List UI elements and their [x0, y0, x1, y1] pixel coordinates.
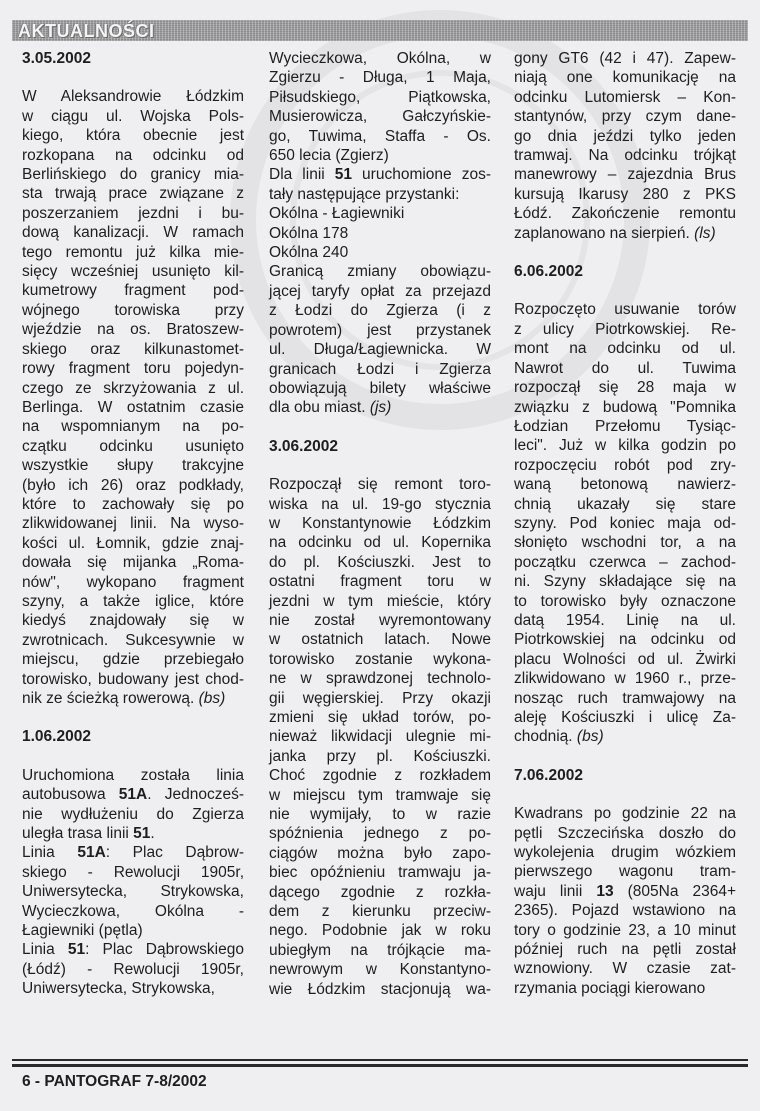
text-line: waną betonową nawierz-	[514, 476, 736, 494]
text-line: Łodzian Przełomu Tysiąc-	[514, 417, 736, 435]
text-line: wie Łódzkim stacjonują wa-	[269, 980, 491, 998]
text-line: wznowiony. W czasie zat-	[514, 960, 736, 978]
text-line: Dla linii 51 uruchomione zos-	[269, 166, 491, 184]
text-line: chnią ukazały się stare	[514, 495, 736, 513]
text-line: w ostatnich latach. Nowe	[269, 631, 491, 649]
article-paragraph	[514, 49, 736, 243]
text-line: zmieni się układ torów, po-	[269, 709, 491, 726]
text-line: czego ze skrzyżowania z ul.	[22, 379, 244, 397]
text-line: związku z budową "Pomnika	[514, 398, 736, 416]
text-line: kursują Ikarusy 280 z PKS	[514, 185, 736, 203]
text-line: gony GT6 (42 i 47). Zapew-	[514, 50, 736, 67]
text-line: rowy fragment toru pojedyn-	[22, 360, 244, 378]
text-line: Berlinga. W ostatnim czasie	[22, 398, 244, 416]
text-line: Musierowicza, Gałczyńskie-	[269, 108, 491, 126]
article-date: 3.06.2002	[269, 437, 338, 455]
text-line: Berlińskiego do granicy mia-	[22, 166, 244, 184]
article-date: 3.05.2002	[22, 50, 91, 67]
line-number-bold: 51A	[77, 844, 106, 862]
text-line: czątku odcinku usunięto	[22, 437, 244, 455]
text-line: Uniwersytecka, Strykowska,	[22, 883, 244, 901]
text-line: zaplanowano na sierpień. (ls)	[514, 224, 716, 242]
text-line: wójnego torowiska przy	[22, 301, 244, 319]
text-line: Nawrot do ul. Tuwima	[514, 359, 736, 377]
text-line: Rozpoczęto usuwanie torów	[514, 301, 736, 319]
article-paragraph	[269, 475, 491, 999]
text-line: Uruchomiona została linia	[22, 766, 244, 784]
text-line: dącego zgodnie z rozkła-	[269, 883, 491, 901]
text-line: Wycieczkowa, Okólna, w	[269, 50, 491, 67]
article-paragraph	[269, 49, 491, 418]
text-line: Uniwersytecka, Strykowska,	[22, 980, 215, 998]
article-paragraph	[514, 300, 736, 746]
text-line: nie wydłużeniu do Zgierza	[22, 805, 244, 823]
text-line: nego. Podobnie jak w roku	[269, 922, 491, 940]
text-line: w ciągu ul. Wojska Pols-	[22, 107, 244, 125]
text-line: placu Wolności od ul. Żwirki	[514, 650, 736, 668]
text-line: Okólna 178	[269, 224, 349, 242]
text-line: dowała się mijanka „Roma-	[22, 554, 244, 572]
author-initials: (ls)	[694, 224, 716, 242]
line-number-bold: 51	[334, 166, 352, 184]
text-line: gii węgierskiej. Przy okazji	[269, 689, 491, 707]
section-header-bar	[12, 20, 748, 41]
text-line: miejscu, gdzie przebiegało	[22, 651, 244, 669]
text-line: datą 1954. Linię na ul.	[514, 611, 736, 629]
article-date: 7.06.2002	[514, 766, 583, 784]
text-line: go, Tuwima, Staffa - Os.	[269, 127, 491, 145]
text-line: rozkopana na odcinku od	[22, 146, 244, 164]
text-line: wiska na ul. 19-go stycznia	[269, 495, 491, 513]
text-line: Piotrkowskiej na odcinku od	[514, 631, 736, 649]
text-line: dową kanalizacji. W ramach	[22, 224, 244, 242]
article-paragraph	[514, 804, 736, 998]
text-line: manewrowy – zajezdnia Brus	[514, 166, 736, 184]
text-line: Okólna - Łagiewniki	[269, 205, 405, 223]
text-line: do pl. Kościuszki. Jest to	[269, 553, 491, 571]
article-column-2	[269, 49, 491, 999]
footer-rule-thin	[12, 1059, 748, 1061]
text-line: ul. Długa/Łagiewnicka. W	[269, 341, 491, 359]
text-line: szyny. Pod koniec maja od-	[514, 514, 736, 532]
text-line: z ulicy Piotrkowskiej. Re-	[514, 320, 736, 338]
text-line: odcinku Lutomiersk – Kon-	[514, 88, 736, 106]
text-line: torowisko zostanie wykona-	[269, 650, 491, 668]
text-line: leci". Już w kilka godzin po	[514, 437, 736, 455]
text-line: aleję Kościuszki i ulicę Za-	[514, 709, 736, 726]
text-line: janka przy pl. Kościuszki.	[269, 747, 491, 765]
text-line: wykolejenia drugim wózkiem	[514, 844, 736, 862]
text-line: autobusowa 51A. Jednocześ-	[22, 786, 244, 804]
text-line: tramwaj. Na odcinku trójkąt	[514, 147, 736, 165]
text-line: ciągów można było zapo-	[269, 844, 491, 862]
line-number-bold: 51	[67, 941, 86, 959]
text-line: granicach Łodzi i Zgierza	[269, 360, 491, 378]
text-line: uległa trasa linii 51.	[22, 825, 155, 843]
text-line: obowiązują bilety właściwe	[269, 379, 491, 397]
text-line: skiego - Rewolucji 1905r,	[22, 863, 244, 881]
text-line: to torowisko były oznaczone	[514, 592, 736, 610]
text-line: w Konstantynowie Łódzkim	[269, 514, 491, 532]
text-line: kumetrowy fragment pod-	[22, 282, 244, 300]
text-line: później ruch na pętli został	[514, 941, 736, 959]
article-column-3	[514, 49, 736, 998]
text-line: powrotem) jest przystanek	[269, 321, 491, 339]
line-number-bold: 13	[596, 882, 614, 900]
text-line: wjeździe na os. Bratoszew-	[22, 321, 244, 339]
text-line: kiego, która obecnie jest	[22, 127, 244, 145]
text-line: kości ul. Łomnik, gdzie znaj-	[22, 534, 244, 552]
text-line: wszystkie słupy trakcyjne	[22, 457, 244, 475]
text-line: Granicą zmiany obowiązu-	[269, 263, 491, 281]
text-line: waju linii 13 (805Na 2364+	[514, 882, 736, 900]
author-initials: (bs)	[198, 690, 226, 707]
text-line: nów", wykopano fragment	[22, 573, 244, 591]
text-line: biec opóźnieniu tramwaju ja-	[269, 864, 491, 882]
line-number-bold: 51	[133, 825, 151, 843]
text-line: na wspomnianym na po-	[22, 418, 244, 436]
text-line: jezdni w tym mieście, który	[269, 592, 491, 610]
author-initials: (js)	[369, 399, 392, 417]
text-line: Linia 51: Plac Dąbrowskiego	[22, 941, 244, 959]
text-line: (było ich 26) oraz podkłady,	[22, 476, 244, 494]
text-line: rzymania pociągi kierowano	[514, 979, 706, 997]
text-line: ne w sprawdzonej technolo-	[269, 670, 491, 688]
footer-rule-thick	[12, 1064, 748, 1067]
text-line: które to zachowały się po	[22, 495, 244, 513]
text-line: Rozpoczął się remont toro-	[269, 476, 491, 494]
text-line: tały następujące przystanki:	[269, 185, 460, 203]
text-line: Łagiewniki (pętla)	[22, 922, 143, 940]
text-line: Kwadrans po godzinie 22 na	[514, 805, 736, 823]
text-line: z Łodzi do Zgierza (i z	[269, 302, 491, 320]
text-line: rozpoczęciu robót pod zry-	[514, 456, 736, 474]
text-line: Zgierzu - Długa, 1 Maja,	[269, 69, 491, 87]
text-line: pierwszego wagonu tram-	[514, 863, 736, 881]
text-line: Okólna 240	[269, 244, 349, 262]
text-line: nie został wyremontowany	[269, 611, 491, 629]
text-line: nie wymijały, to w razie	[269, 806, 491, 824]
text-line: mont na odcinku od ul.	[514, 340, 736, 358]
text-line: tego remontu już kilka mie-	[22, 243, 244, 261]
text-line: Piłsudskiego, Piątkowska,	[269, 88, 491, 106]
text-line: rozpoczął się 28 maja w	[514, 379, 736, 397]
article-date: 1.06.2002	[22, 728, 91, 746]
text-line: poszerzaniem jezdni i bu-	[22, 204, 244, 222]
page-footer: 6 - PANTOGRAF 7-8/2002	[22, 1073, 207, 1090]
article-column-1	[22, 49, 244, 999]
text-line: zwrotnicach. Sukcesywnie w	[22, 631, 244, 649]
text-line: 650 lecia (Zgierz)	[269, 147, 389, 165]
text-line: ubiegłym na trójkącie ma-	[269, 941, 491, 959]
text-line: 2365). Pojazd wstawiono na	[514, 902, 736, 920]
text-line: spóźnienia jednego z po-	[269, 825, 491, 843]
text-line: W Aleksandrowie Łódzkim	[22, 88, 244, 106]
text-line: początku czerwca – zachod-	[514, 553, 736, 571]
article-paragraph	[22, 87, 244, 708]
text-line: jącej taryfy opłat za przejazd	[269, 282, 491, 300]
text-line: Wycieczkowa, Okólna -	[22, 902, 244, 920]
text-line: dla obu miast. (js)	[269, 399, 392, 417]
line-number-bold: 51A	[118, 786, 148, 804]
text-line: tory o godzinie 23, a 10 minut	[514, 921, 736, 939]
text-line: kiedyś znajdowały się w	[22, 612, 244, 630]
article-paragraph	[22, 766, 244, 999]
text-line: sięcy wcześniej usunięto kil-	[22, 263, 244, 281]
text-line: Choć zgodnie z rozkładem	[269, 767, 491, 785]
text-line: stantynów, przy czym dane-	[514, 108, 736, 126]
text-line: newrowym w Konstantyno-	[269, 961, 491, 979]
text-line: ni. Szyny składające się na	[514, 573, 736, 591]
text-line: Łódź. Zakończenie remontu	[514, 205, 736, 223]
section-title: AKTUALNOŚCI	[18, 21, 155, 41]
text-line: Linia 51A: Plac Dąbrow-	[22, 844, 244, 862]
text-line: słonięto wschodni tor, a na	[514, 534, 736, 552]
text-line: dem z kierunku przeciw-	[269, 903, 491, 921]
text-line: torowisko, budowany jest chod-	[22, 670, 244, 688]
text-line: chodnią. (bs)	[514, 728, 604, 746]
text-line: ostatni fragment toru w	[269, 573, 491, 591]
text-line: zlikwidowano w 1960 r., prze-	[514, 670, 736, 688]
text-line: w miejscu tym tramwaje się	[269, 786, 491, 804]
text-line: sta trwają prace związane z	[22, 185, 244, 203]
article-date: 6.06.2002	[514, 263, 583, 281]
text-line: nik ze ścieżką rowerową. (bs)	[22, 690, 226, 707]
text-line: nieważ likwidacji ulegnie mi-	[269, 728, 491, 746]
text-line: na odcinku od ul. Kopernika	[269, 534, 491, 552]
text-line: (Łódź) - Rewolucji 1905r,	[22, 960, 244, 978]
text-line: niają one komunikację na	[514, 69, 736, 87]
text-line: go dnia jeździ tylko jeden	[514, 127, 736, 145]
text-line: pętli Szczecińska doszło do	[514, 824, 736, 842]
text-line: nosząc ruch tramwajowy na	[514, 689, 736, 707]
author-initials: (bs)	[576, 728, 604, 746]
text-line: skiego oraz kilkunastomet-	[22, 340, 244, 358]
text-line: szyny, a także iglice, które	[22, 592, 244, 610]
text-line: zlikwidowanej linii. Na wyso-	[22, 515, 244, 533]
